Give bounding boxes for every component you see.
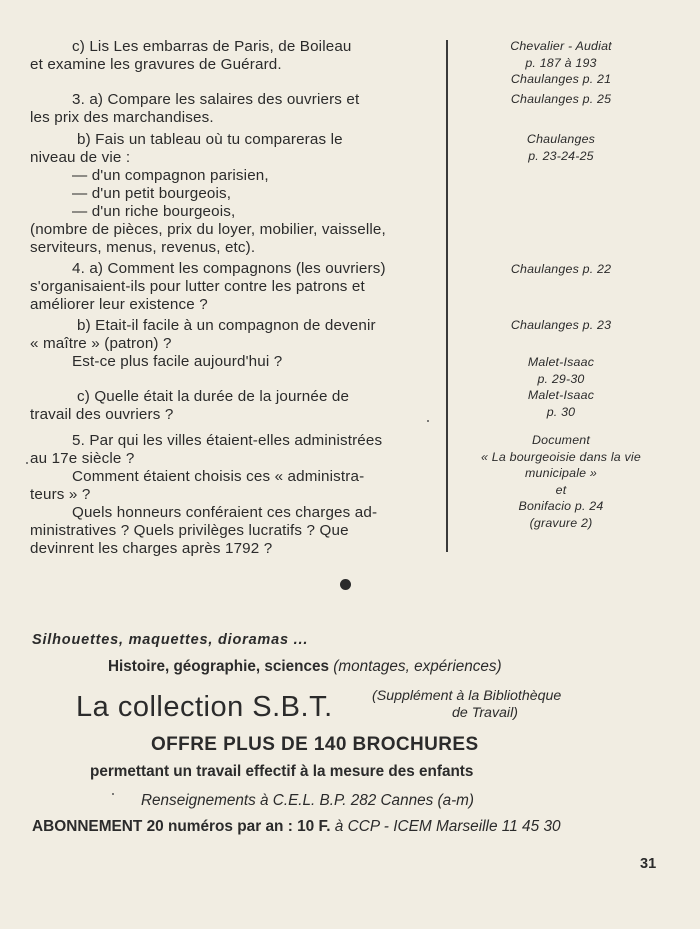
print-speck [26, 462, 28, 464]
reference-block [454, 354, 668, 420]
question-line: 3. a) Compare les salaires des ouvriers et [72, 91, 360, 108]
question-line: devinrent les charges après 1792 ? [30, 540, 273, 557]
ad-subjects [108, 658, 502, 676]
question-line: Quels honneurs conféraient ces charges ad- [72, 504, 378, 521]
reference-block [454, 432, 668, 531]
print-speck [427, 420, 429, 422]
question-line: niveau de vie : [30, 149, 131, 166]
question-line: travail des ouvriers ? [30, 406, 174, 423]
reference-block [454, 261, 668, 278]
reference-line: Document [531, 433, 591, 447]
reference-line: Chaulanges p. 23 [510, 318, 612, 332]
question-line: serviteurs, menus, revenus, etc). [30, 239, 256, 256]
reference-line: p. 29-30 [537, 371, 585, 386]
offer-headline: OFFRE PLUS DE 140 BROCHURES [151, 734, 479, 755]
question-line: Est-ce plus facile aujourd'hui ? [72, 353, 283, 370]
subjects-text: Histoire, géographie, sciences [108, 658, 330, 675]
collection-title: La collection S.B.T. [76, 691, 333, 723]
question-line: et examine les gravures de Guérard. [30, 56, 282, 73]
question-4a [30, 260, 438, 314]
reference-line: p. 30 [546, 404, 576, 419]
question-line: (nombre de pièces, prix du loyer, mobilier, vaisselle, [30, 221, 386, 238]
reference-line: Chevalier - Audiat [510, 39, 612, 53]
question-line: b) Etait-il facile à un compagnon de devenir [77, 317, 376, 334]
reference-block [454, 131, 668, 164]
reference-line: Chaulanges p. 25 [510, 92, 612, 106]
reference-line: (gravure 2) [529, 515, 593, 530]
subscription-text: ABONNEMENT 20 numéros par an : 10 F. [32, 818, 331, 835]
question-line: teurs » ? [30, 486, 91, 503]
question-line: c) Lis Les embarras de Paris, de Boileau [72, 38, 352, 55]
question-line: 5. Par qui les villes étaient-elles administrées [72, 432, 383, 449]
list-item: — d'un compagnon parisien, [72, 167, 269, 184]
question-line: ministratives ? Quels privilèges lucratifs ? Que [30, 522, 349, 539]
reference-line: Malet-Isaac [527, 355, 595, 369]
ad-tagline: Silhouettes, maquettes, dioramas ... [32, 632, 309, 648]
bullet-separator [340, 579, 351, 590]
question-3b [30, 131, 438, 257]
question-4c [30, 388, 438, 424]
reference-line: Chaulanges [526, 132, 596, 146]
list-item: — d'un riche bourgeois, [72, 203, 236, 220]
question-line: 4. a) Comment les compagnons (les ouvriers) [72, 260, 386, 277]
reference-line: p. 23-24-25 [528, 148, 594, 163]
question-3a [30, 91, 438, 127]
question-line: « maître » (patron) ? [30, 335, 172, 352]
question-line: au 17e siècle ? [30, 450, 135, 467]
reference-line: p. 187 à 193 [525, 55, 597, 70]
subscription-info [32, 818, 561, 836]
reference-block [454, 91, 668, 108]
reference-line: « La bourgeoisie dans la vie [481, 449, 641, 464]
question-4b [30, 317, 438, 371]
print-speck [112, 793, 114, 795]
reference-line: Chaulanges p. 22 [510, 262, 612, 276]
reference-line: Chaulanges p. 21 [510, 72, 612, 86]
question-2c [30, 38, 438, 74]
list-item: — d'un petit bourgeois, [72, 185, 232, 202]
question-line: c) Quelle était la durée de la journée de [77, 388, 350, 405]
supplement-note [372, 688, 561, 722]
question-line: améliorer leur existence ? [30, 296, 208, 313]
question-line: Comment étaient choisis ces « administra- [72, 468, 365, 485]
subscription-ccp: à CCP - ICEM Marseille 11 45 30 [334, 818, 561, 835]
reference-line: Bonifacio p. 24 [518, 499, 604, 513]
question-line: s'organisaient-ils pour lutter contre les patrons et [30, 278, 365, 295]
supplement-line: de Travail) [452, 705, 518, 721]
column-divider [446, 40, 448, 552]
supplement-line: (Supplément à la Bibliothèque [372, 688, 562, 704]
offer-description: permettant un travail effectif à la mesure des enfants [90, 763, 474, 780]
question-line: b) Fais un tableau où tu compareras le [77, 131, 343, 148]
reference-line: et [555, 482, 567, 497]
contact-info: Renseignements à C.E.L. B.P. 282 Cannes (a-m) [141, 792, 475, 809]
question-line: les prix des marchandises. [30, 109, 214, 126]
reference-line: municipale » [525, 466, 597, 480]
page-number: 31 [640, 856, 657, 872]
reference-block [454, 317, 668, 334]
subjects-note: (montages, expériences) [333, 658, 502, 675]
reference-line: Malet-Isaac [527, 388, 595, 402]
reference-block [454, 38, 668, 88]
question-5 [30, 432, 438, 558]
